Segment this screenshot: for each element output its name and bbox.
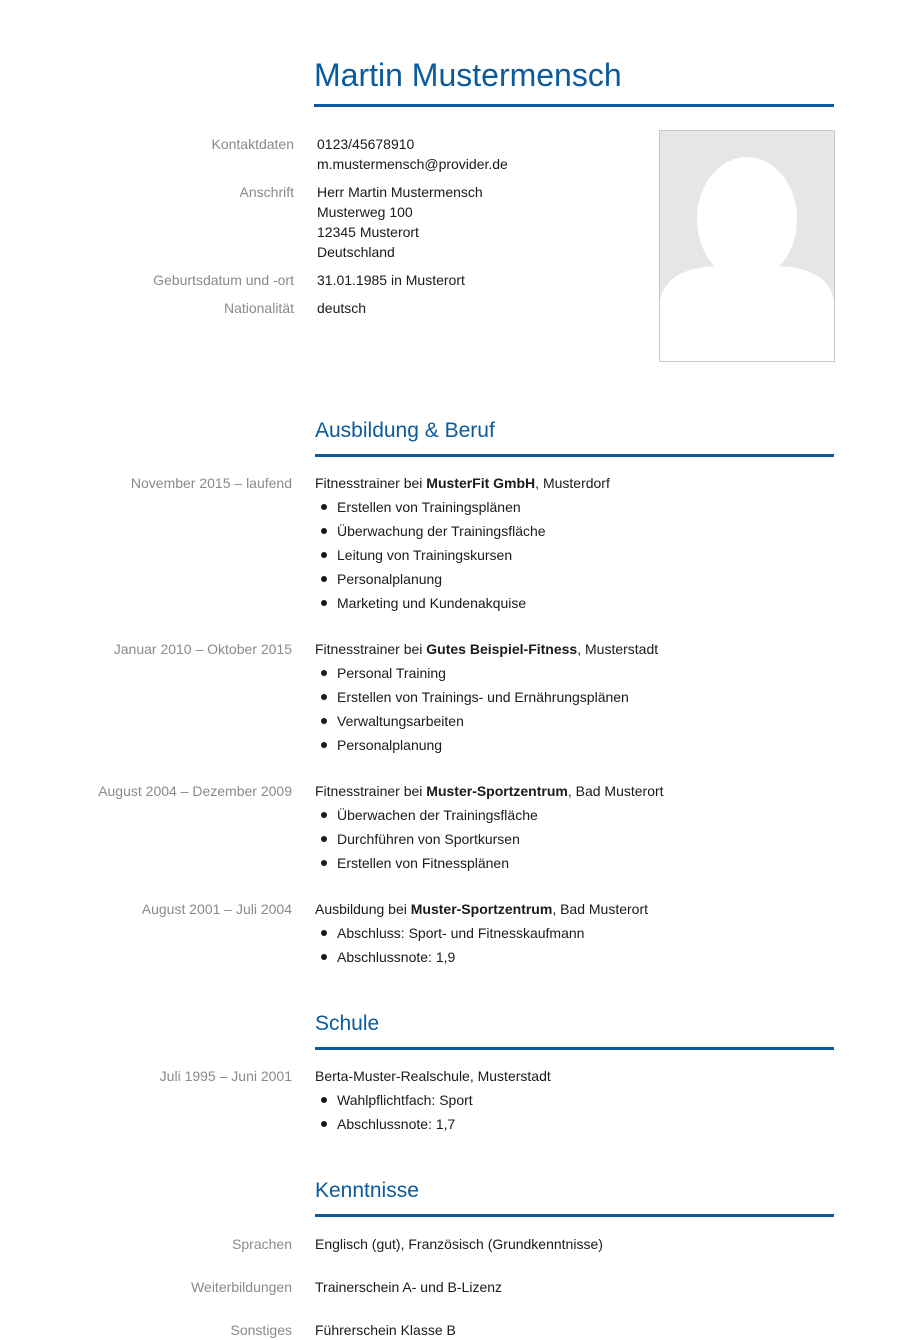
profile-photo bbox=[659, 130, 835, 362]
address-line: Herr Martin Mustermensch bbox=[317, 184, 483, 200]
label-sonstiges: Sonstiges bbox=[230, 1322, 292, 1338]
person-silhouette-icon bbox=[660, 131, 834, 361]
section-rule bbox=[315, 454, 834, 457]
entry-heading: Fitnesstrainer bei Gutes Beispiel-Fitness, Musterstadt bbox=[315, 641, 659, 657]
cv-name: Martin Mustermensch bbox=[314, 57, 622, 93]
label-anschrift: Anschrift bbox=[239, 184, 294, 200]
entry-date: Juli 1995 – Juni 2001 bbox=[159, 1068, 292, 1084]
value-anschrift bbox=[317, 182, 483, 262]
list-item: Personal Training bbox=[315, 663, 835, 687]
list-item: Erstellen von Fitnessplänen bbox=[315, 853, 835, 877]
entry-bullets bbox=[315, 663, 835, 759]
label-kontaktdaten: Kontaktdaten bbox=[211, 136, 294, 152]
list-item: Marketing und Kundenakquise bbox=[315, 593, 835, 617]
value-kontaktdaten bbox=[317, 134, 508, 174]
address-line: 12345 Musterort bbox=[317, 224, 419, 240]
entry bbox=[315, 899, 835, 971]
entry-date: August 2004 – Dezember 2009 bbox=[98, 783, 292, 799]
section-title-kenntnisse: Kenntnisse bbox=[315, 1179, 419, 1202]
nationality: deutsch bbox=[317, 300, 367, 316]
entry-heading: Berta-Muster-Realschule, Musterstadt bbox=[315, 1068, 551, 1084]
address-line: Musterweg 100 bbox=[317, 204, 413, 220]
entry bbox=[315, 639, 835, 759]
name-underline bbox=[314, 104, 834, 107]
list-item: Überwachung der Trainingsfläche bbox=[315, 521, 835, 545]
entry-bullets bbox=[315, 805, 835, 877]
value-nationalitaet bbox=[317, 298, 366, 318]
entry-bullets bbox=[315, 1090, 835, 1138]
employer-name: Muster-Sportzentrum bbox=[410, 901, 553, 917]
entry bbox=[315, 781, 835, 877]
employer-name: Muster-Sportzentrum bbox=[426, 783, 568, 799]
entry bbox=[315, 1066, 835, 1138]
label-nationalitaet: Nationalität bbox=[223, 300, 294, 316]
entry-heading: Fitnesstrainer bei MusterFit GmbH, Musterdorf bbox=[315, 475, 610, 491]
entry-date: Januar 2010 – Oktober 2015 bbox=[113, 641, 292, 657]
entry-bullets bbox=[315, 497, 835, 617]
value-geburtsdatum bbox=[317, 270, 465, 290]
list-item: Überwachen der Trainingsfläche bbox=[315, 805, 835, 829]
list-item: Verwaltungsarbeiten bbox=[315, 711, 835, 735]
section-rule bbox=[315, 1214, 834, 1217]
entry-heading: Ausbildung bei Muster-Sportzentrum, Bad Musterort bbox=[315, 901, 649, 917]
list-item: Wahlpflichtfach: Sport bbox=[315, 1090, 835, 1114]
list-item: Durchführen von Sportkursen bbox=[315, 829, 835, 853]
entry-date: November 2015 – laufend bbox=[130, 475, 292, 491]
list-item: Leitung von Trainingskursen bbox=[315, 545, 835, 569]
entry bbox=[315, 473, 835, 617]
list-item: Abschluss: Sport- und Fitnesskaufmann bbox=[315, 923, 835, 947]
address-line: Deutschland bbox=[317, 244, 395, 260]
list-item: Abschlussnote: 1,9 bbox=[315, 947, 835, 971]
list-item: Erstellen von Trainings- und Ernährungsplänen bbox=[315, 687, 835, 711]
label-geburtsdatum: Geburtsdatum und -ort bbox=[153, 272, 294, 288]
value-weiterbildungen: Trainerschein A- und B-Lizenz bbox=[315, 1279, 503, 1295]
value-sonstiges: Führerschein Klasse B bbox=[315, 1322, 456, 1338]
employer-name: MusterFit GmbH bbox=[426, 475, 536, 491]
value-sprachen: Englisch (gut), Französisch (Grundkenntnisse) bbox=[315, 1236, 603, 1252]
section-title-beruf: Ausbildung & Beruf bbox=[315, 419, 495, 442]
employer-name: Gutes Beispiel-Fitness bbox=[426, 641, 578, 657]
phone-number: 0123/45678910 bbox=[317, 136, 415, 152]
label-sprachen: Sprachen bbox=[232, 1236, 292, 1252]
list-item: Erstellen von Trainingsplänen bbox=[315, 497, 835, 521]
birth-info: 31.01.1985 in Musterort bbox=[317, 272, 465, 288]
label-weiterbildungen: Weiterbildungen bbox=[191, 1279, 292, 1295]
email-address: m.mustermensch@provider.de bbox=[317, 156, 508, 172]
list-item: Personalplanung bbox=[315, 569, 835, 593]
list-item: Abschlussnote: 1,7 bbox=[315, 1114, 835, 1138]
list-item: Personalplanung bbox=[315, 735, 835, 759]
entry-date: August 2001 – Juli 2004 bbox=[141, 901, 292, 917]
section-rule bbox=[315, 1047, 834, 1050]
section-title-schule: Schule bbox=[315, 1012, 380, 1035]
entry-bullets bbox=[315, 923, 835, 971]
entry-heading: Fitnesstrainer bei Muster-Sportzentrum, Bad Musterort bbox=[315, 783, 664, 799]
